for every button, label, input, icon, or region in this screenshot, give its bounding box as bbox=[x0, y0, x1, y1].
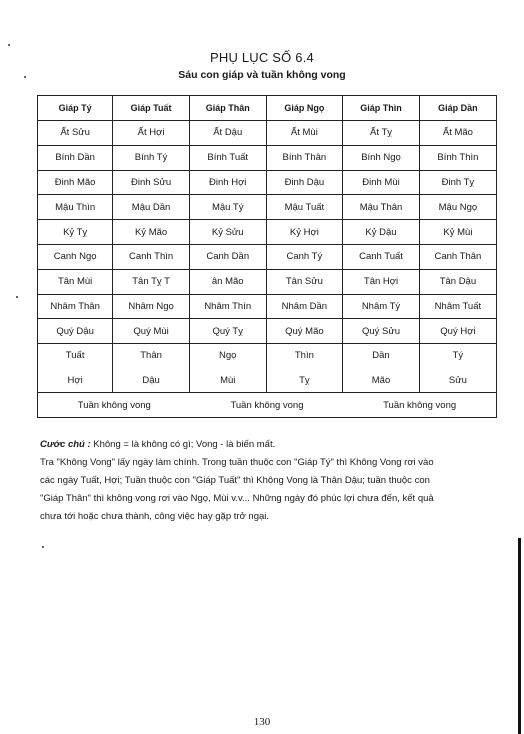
header-cell: Giáp Thân bbox=[189, 96, 266, 121]
table-cell: Mậu Tuất bbox=[266, 195, 343, 220]
void-day-first: Tý bbox=[452, 350, 464, 362]
table-cell: Đinh Mão bbox=[38, 170, 113, 195]
void-days-cell bbox=[419, 344, 496, 393]
table-cell: Canh Ngọ bbox=[38, 244, 113, 269]
table-cell: Đinh Dậu bbox=[266, 170, 343, 195]
table-cell: Bính Dần bbox=[38, 145, 113, 170]
header-row bbox=[38, 96, 497, 121]
table-cell: Ất Hợi bbox=[113, 121, 190, 146]
void-day-second: Sửu bbox=[448, 374, 467, 386]
footnote-definition bbox=[40, 436, 500, 454]
table-cell: Canh Thân bbox=[419, 244, 496, 269]
void-day-second: Mùi bbox=[220, 374, 236, 386]
header-cell: Giáp Ngọ bbox=[266, 96, 343, 121]
table-cell: Tân Hợi bbox=[343, 269, 420, 294]
footnote-line: các ngày Tuất, Hợi; Tuần thuộc con "Giáp Tuất" thì Không Vong là Thân Dậu; tuần thuộc con bbox=[40, 475, 430, 486]
void-day-first: Thìn bbox=[294, 350, 314, 362]
table-cell: Nhâm Dần bbox=[266, 294, 343, 319]
footer-label: Tuần không vong bbox=[77, 399, 151, 411]
table-cell: Mậu Dần bbox=[113, 195, 190, 220]
table-cell: Quý Dậu bbox=[38, 319, 113, 344]
table-cell: Kỷ Tỵ bbox=[38, 220, 113, 245]
void-day-second: Dậu bbox=[142, 374, 160, 386]
table-cell: Quý Mão bbox=[266, 319, 343, 344]
footer-label: Tuần không vong bbox=[383, 399, 457, 411]
header-cell: Giáp Thìn bbox=[343, 96, 420, 121]
table-cell: Nhâm Ngọ bbox=[113, 294, 190, 319]
scan-speck bbox=[16, 296, 18, 298]
table-cell: Canh Dần bbox=[189, 244, 266, 269]
appendix-title: PHỤ LỤC SỐ 6.4 bbox=[210, 50, 314, 65]
table-cell: Mậu Ngọ bbox=[419, 195, 496, 220]
void-days-cell bbox=[189, 344, 266, 393]
table-cell: Đinh Hợi bbox=[189, 170, 266, 195]
table-row bbox=[38, 145, 497, 170]
table-row bbox=[38, 294, 497, 319]
page-number: 130 bbox=[253, 716, 271, 728]
table-row bbox=[38, 244, 497, 269]
table-row bbox=[38, 170, 497, 195]
void-day-second: Tỵ bbox=[299, 374, 310, 386]
scan-edge-shadow bbox=[518, 538, 521, 734]
footer-label: Tuần không vong bbox=[230, 399, 304, 411]
table-row bbox=[38, 121, 497, 146]
table-row bbox=[38, 220, 497, 245]
table-cell: Ất Dậu bbox=[189, 121, 266, 146]
appendix-subtitle: Sáu con giáp và tuần không vong bbox=[178, 69, 346, 81]
header-cell: Giáp Tý bbox=[38, 96, 113, 121]
table-cell: Kỷ Mão bbox=[113, 220, 190, 245]
table-cell: Bính Tý bbox=[113, 145, 190, 170]
table-cell: Mậu Thìn bbox=[38, 195, 113, 220]
table-cell: Kỷ Dậu bbox=[343, 220, 420, 245]
void-day-first: Dần bbox=[372, 350, 390, 362]
table-cell: Mậu Thân bbox=[343, 195, 420, 220]
table-cell: Quý Hợi bbox=[419, 319, 496, 344]
table-cell: Ất Mùi bbox=[266, 121, 343, 146]
header-cell: Giáp Tuất bbox=[113, 96, 190, 121]
table-cell: Nhâm Tý bbox=[343, 294, 420, 319]
table-cell: Kỷ Mùi bbox=[419, 220, 496, 245]
table-cell: Kỷ Hợi bbox=[266, 220, 343, 245]
footnote-line: "Giáp Thân" thì không vong rơi vào Ngọ, Mùi v.v... Những ngày đó phúc lợi chưa đến, kết quả bbox=[40, 493, 434, 504]
cycle-table bbox=[37, 95, 497, 418]
table-cell: Mậu Tý bbox=[189, 195, 266, 220]
header-cell: Giáp Dần bbox=[419, 96, 496, 121]
table-cell: Ất Tỵ bbox=[343, 121, 420, 146]
void-day-second: Hợi bbox=[67, 374, 83, 386]
table-cell: Tân Tỵ T bbox=[113, 269, 190, 294]
void-days-cell bbox=[343, 344, 420, 393]
void-days-cell bbox=[113, 344, 190, 393]
void-day-first: Tuất bbox=[65, 350, 85, 362]
scan-speck bbox=[24, 76, 26, 78]
table-cell: Kỷ Sửu bbox=[189, 220, 266, 245]
scan-speck bbox=[8, 44, 10, 46]
table-cell: ân Mão bbox=[189, 269, 266, 294]
footer-cell bbox=[38, 393, 497, 418]
table-cell: Nhâm Tuất bbox=[419, 294, 496, 319]
table-cell: Canh Thìn bbox=[113, 244, 190, 269]
table-cell: Tân Sửu bbox=[266, 269, 343, 294]
table-cell: Tân Dậu bbox=[419, 269, 496, 294]
table-cell: Đinh Tỵ bbox=[419, 170, 496, 195]
table-cell: Bính Thìn bbox=[419, 145, 496, 170]
table-cell: Quý Tỵ bbox=[189, 319, 266, 344]
void-days-cell bbox=[266, 344, 343, 393]
footnote-definition-text: Không = là không có gì; Vong - là biến mất. bbox=[90, 439, 276, 450]
table-cell: Canh Tý bbox=[266, 244, 343, 269]
footnote-line: chưa tới hoặc chưa thành, công việc hay gặp trở ngại. bbox=[40, 511, 270, 522]
void-day-first: Ngọ bbox=[219, 350, 237, 362]
table-cell: Bính Ngọ bbox=[343, 145, 420, 170]
scan-speck bbox=[42, 546, 44, 548]
table-cell: Tân Mùi bbox=[38, 269, 113, 294]
table-cell: Ất Sửu bbox=[38, 121, 113, 146]
table-cell: Bính Tuất bbox=[189, 145, 266, 170]
void-day-first: Thân bbox=[140, 350, 162, 362]
footnote-label: Cước chú : bbox=[40, 439, 91, 450]
table-row bbox=[38, 269, 497, 294]
table-cell: Bính Thân bbox=[266, 145, 343, 170]
table-cell: Nhâm Thân bbox=[38, 294, 113, 319]
table-cell: Canh Tuất bbox=[343, 244, 420, 269]
footnote-line: Tra "Không Vong" lấy ngày làm chính. Trong tuần thuộc con "Giáp Tý" thì Không Vong rơi vào bbox=[40, 457, 434, 468]
table-cell: Quý Mùi bbox=[113, 319, 190, 344]
table-row bbox=[38, 195, 497, 220]
table-cell: Nhâm Thìn bbox=[189, 294, 266, 319]
table-cell: Đinh Mùi bbox=[343, 170, 420, 195]
footer-row bbox=[38, 393, 497, 418]
void-day-second: Mão bbox=[371, 374, 391, 386]
table-row bbox=[38, 319, 497, 344]
void-days-row bbox=[38, 344, 497, 393]
footnote-block bbox=[40, 436, 500, 526]
table-cell: Quý Sửu bbox=[343, 319, 420, 344]
void-days-cell bbox=[38, 344, 113, 393]
table-cell: Ất Mão bbox=[419, 121, 496, 146]
table-cell: Đinh Sửu bbox=[113, 170, 190, 195]
